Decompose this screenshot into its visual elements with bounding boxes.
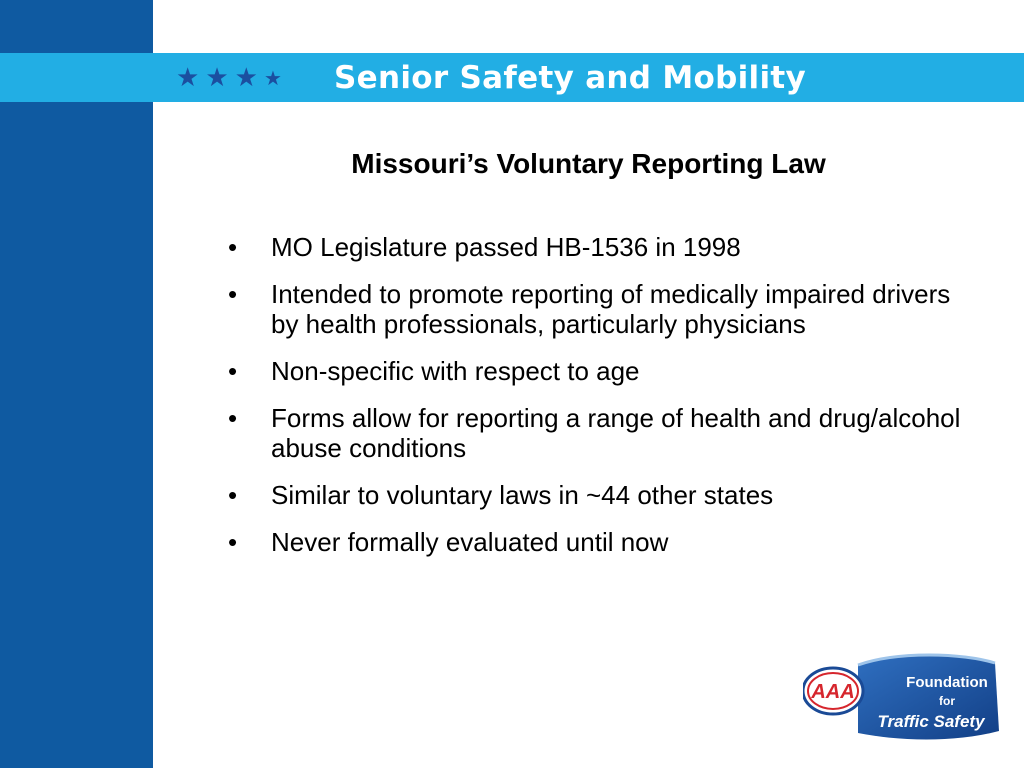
logo-traffic-safety-text: Traffic Safety <box>877 712 985 731</box>
slide-title: Missouri’s Voluntary Reporting Law <box>351 148 826 179</box>
bullet-marker: • <box>228 527 238 557</box>
bullet-item <box>228 480 968 510</box>
logo-foundation-text: Foundation <box>906 674 988 691</box>
bullet-marker: • <box>228 279 238 309</box>
bullet-marker: • <box>228 480 238 510</box>
star-icon: ★ <box>263 66 282 90</box>
bullet-item <box>228 527 968 557</box>
star-icon: ★ <box>205 63 229 93</box>
bullet-text: Non-specific with respect to age <box>271 356 640 386</box>
bullet-marker: • <box>228 232 238 262</box>
star-icon: ★ <box>176 63 200 93</box>
bullet-item <box>228 232 968 262</box>
bullet-item <box>228 356 968 386</box>
bullet-item <box>228 279 968 339</box>
banner-title: Senior Safety and Mobility <box>334 60 807 96</box>
bullet-marker: • <box>228 356 238 386</box>
bullet-text: Forms allow for reporting a range of health and drug/alcohol abuse conditions <box>271 403 961 463</box>
left-sidebar-stripe <box>0 0 153 768</box>
logo-for-text: for <box>939 694 955 708</box>
bullet-text: Similar to voluntary laws in ~44 other states <box>271 480 774 510</box>
aaa-foundation-logo <box>803 653 999 741</box>
star-row <box>176 60 282 96</box>
bullet-list <box>228 232 968 574</box>
bullet-text: Intended to promote reporting of medically impaired drivers by health professionals, particularly physicians <box>271 279 951 339</box>
bullet-marker: • <box>228 403 238 433</box>
star-icon: ★ <box>234 63 258 93</box>
bullet-text: Never formally evaluated until now <box>271 527 669 557</box>
aaa-text: AAA <box>811 681 855 703</box>
bullet-item <box>228 403 968 463</box>
bullet-text: MO Legislature passed HB-1536 in 1998 <box>271 232 741 262</box>
